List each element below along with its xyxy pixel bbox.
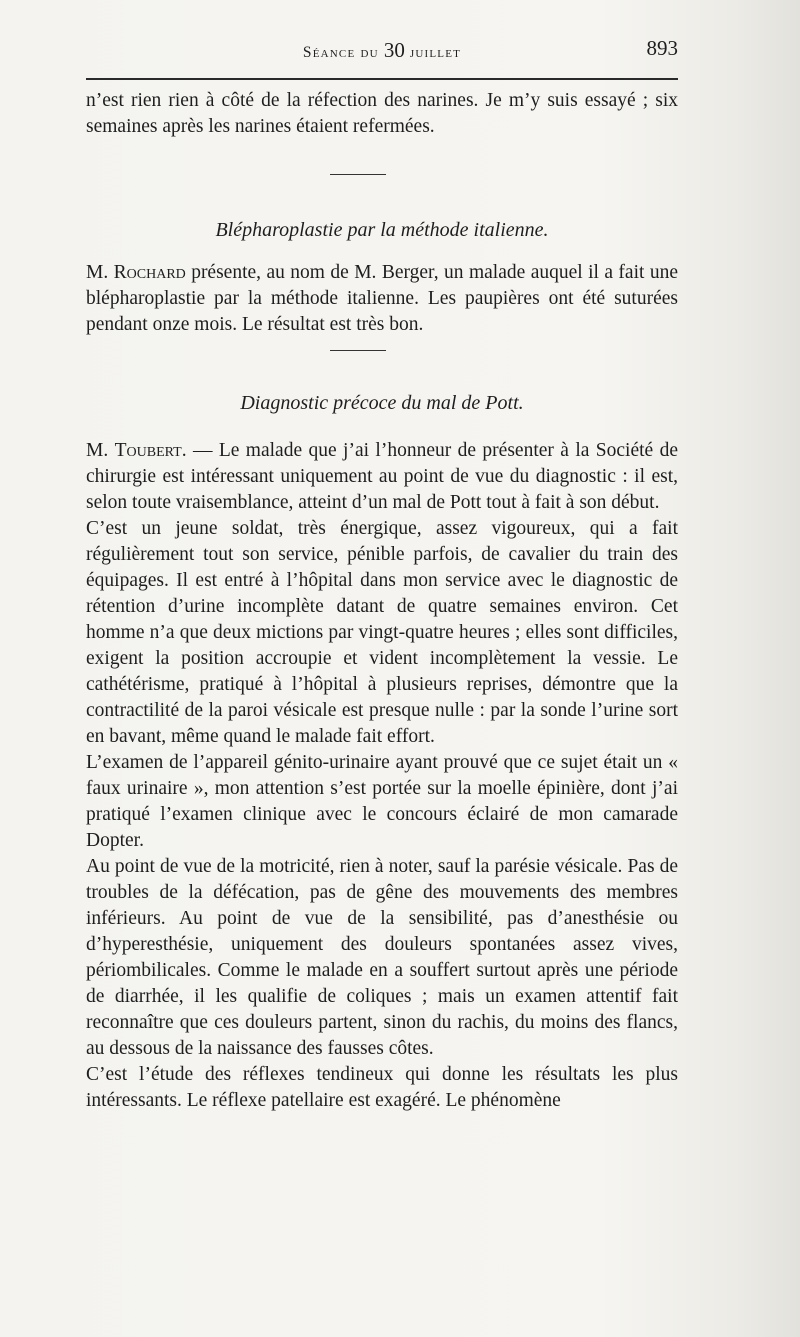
speaker-prefix: M. bbox=[86, 262, 114, 284]
paragraph-jeune-soldat: C’est un jeune soldat, très énergique, assez vigoureux, qui a fait régulièrement tout son service, pénible parfois, de cavalier du train des équipages. Il est entré à l’hôpital dans mon service avec le diagnostic de rétention d’urine incomplète datant de quatre semaines environ. Cet homme n’a que deux mictions par vingt-quatre heures ; elles sont difficiles, exigent la position accroupie et vident incomplètement la vessie. Le cathétérisme, pratiqué à l’hôpital à plusieurs reprises, démontre que la contractilité de la paroi vésicale est presque nulle : par la sonde l’urine sort en bavant, même quand le malade fait effort. bbox=[86, 518, 678, 748]
paragraph-examen-genito-urinaire: L’examen de l’appareil génito-urinaire ayant prouvé que ce sujet était un « faux urinaire », mon attention s’est portée sur la moelle épinière, dont j’ai pratiqué l’examen clinique avec le concours éclairé de mon camarade Dopter. bbox=[86, 752, 678, 852]
speaker-name: Rochard bbox=[113, 262, 186, 284]
body-text bbox=[86, 88, 678, 1114]
section-title-blepharoplastie: Blépharoplastie par la méthode italienne. bbox=[215, 219, 549, 242]
paragraph-text: . — Le malade que j’ai l’honneur de présenter à la Société de chirurgie est intéressant uniquement au point de vue du diagnostic : il est, selon toute vraisemblance, atteint d’un mal de Pott tout à fait à son début. bbox=[86, 440, 678, 514]
paragraph-toubert bbox=[86, 438, 678, 516]
running-head-date: 30 bbox=[383, 38, 405, 62]
paragraph-continued: n’est rien rien à côté de la réfection des narines. Je m’y suis essayé ; six semaines après les narines étaient refermées. bbox=[86, 90, 678, 137]
page-number: 893 bbox=[646, 36, 678, 60]
running-head bbox=[86, 38, 678, 63]
header-rule bbox=[86, 78, 678, 80]
paragraph-motricite: Au point de vue de la motricité, rien à noter, sauf la parésie vésicale. Pas de troubles de la défécation, pas de gêne des mouvements des membres inférieurs. Au point de vue de la sensibilité, pas d’anesthésie ou d’hyperesthésie, uniquement des douleurs spontanées assez vives, périombilicales. Comme le malade en a souffert surtout après une période de diarrhée, il les qualifie de coliques ; mais un examen attentif fait reconnaître que ces douleurs partent, sinon du rachis, du moins des flancs, au dessous de la naissance des fausses côtes. bbox=[86, 856, 678, 1060]
paragraph-rochard bbox=[86, 260, 678, 338]
running-head-month: juillet bbox=[404, 44, 462, 61]
page-header bbox=[86, 38, 678, 68]
paragraph-reflexes: C’est l’étude des réflexes tendineux qui donne les résultats les plus intéressants. Le réflexe patellaire est exagéré. Le phénomène bbox=[86, 1064, 678, 1112]
paragraph-text: présente, au nom de M. Berger, un malade auquel il a fait une blépharoplastie par la méthode italienne. Les paupières ont été suturées pendant onze mois. Le résultat est très bon. bbox=[86, 262, 678, 336]
section-divider bbox=[330, 174, 386, 175]
running-head-pre: Séance du bbox=[302, 44, 384, 61]
section-divider bbox=[330, 350, 386, 351]
speaker-name: Toubert bbox=[114, 440, 182, 462]
speaker-prefix: M. bbox=[86, 440, 115, 462]
section-title-mal-de-pott: Diagnostic précoce du mal de Pott. bbox=[240, 392, 524, 415]
